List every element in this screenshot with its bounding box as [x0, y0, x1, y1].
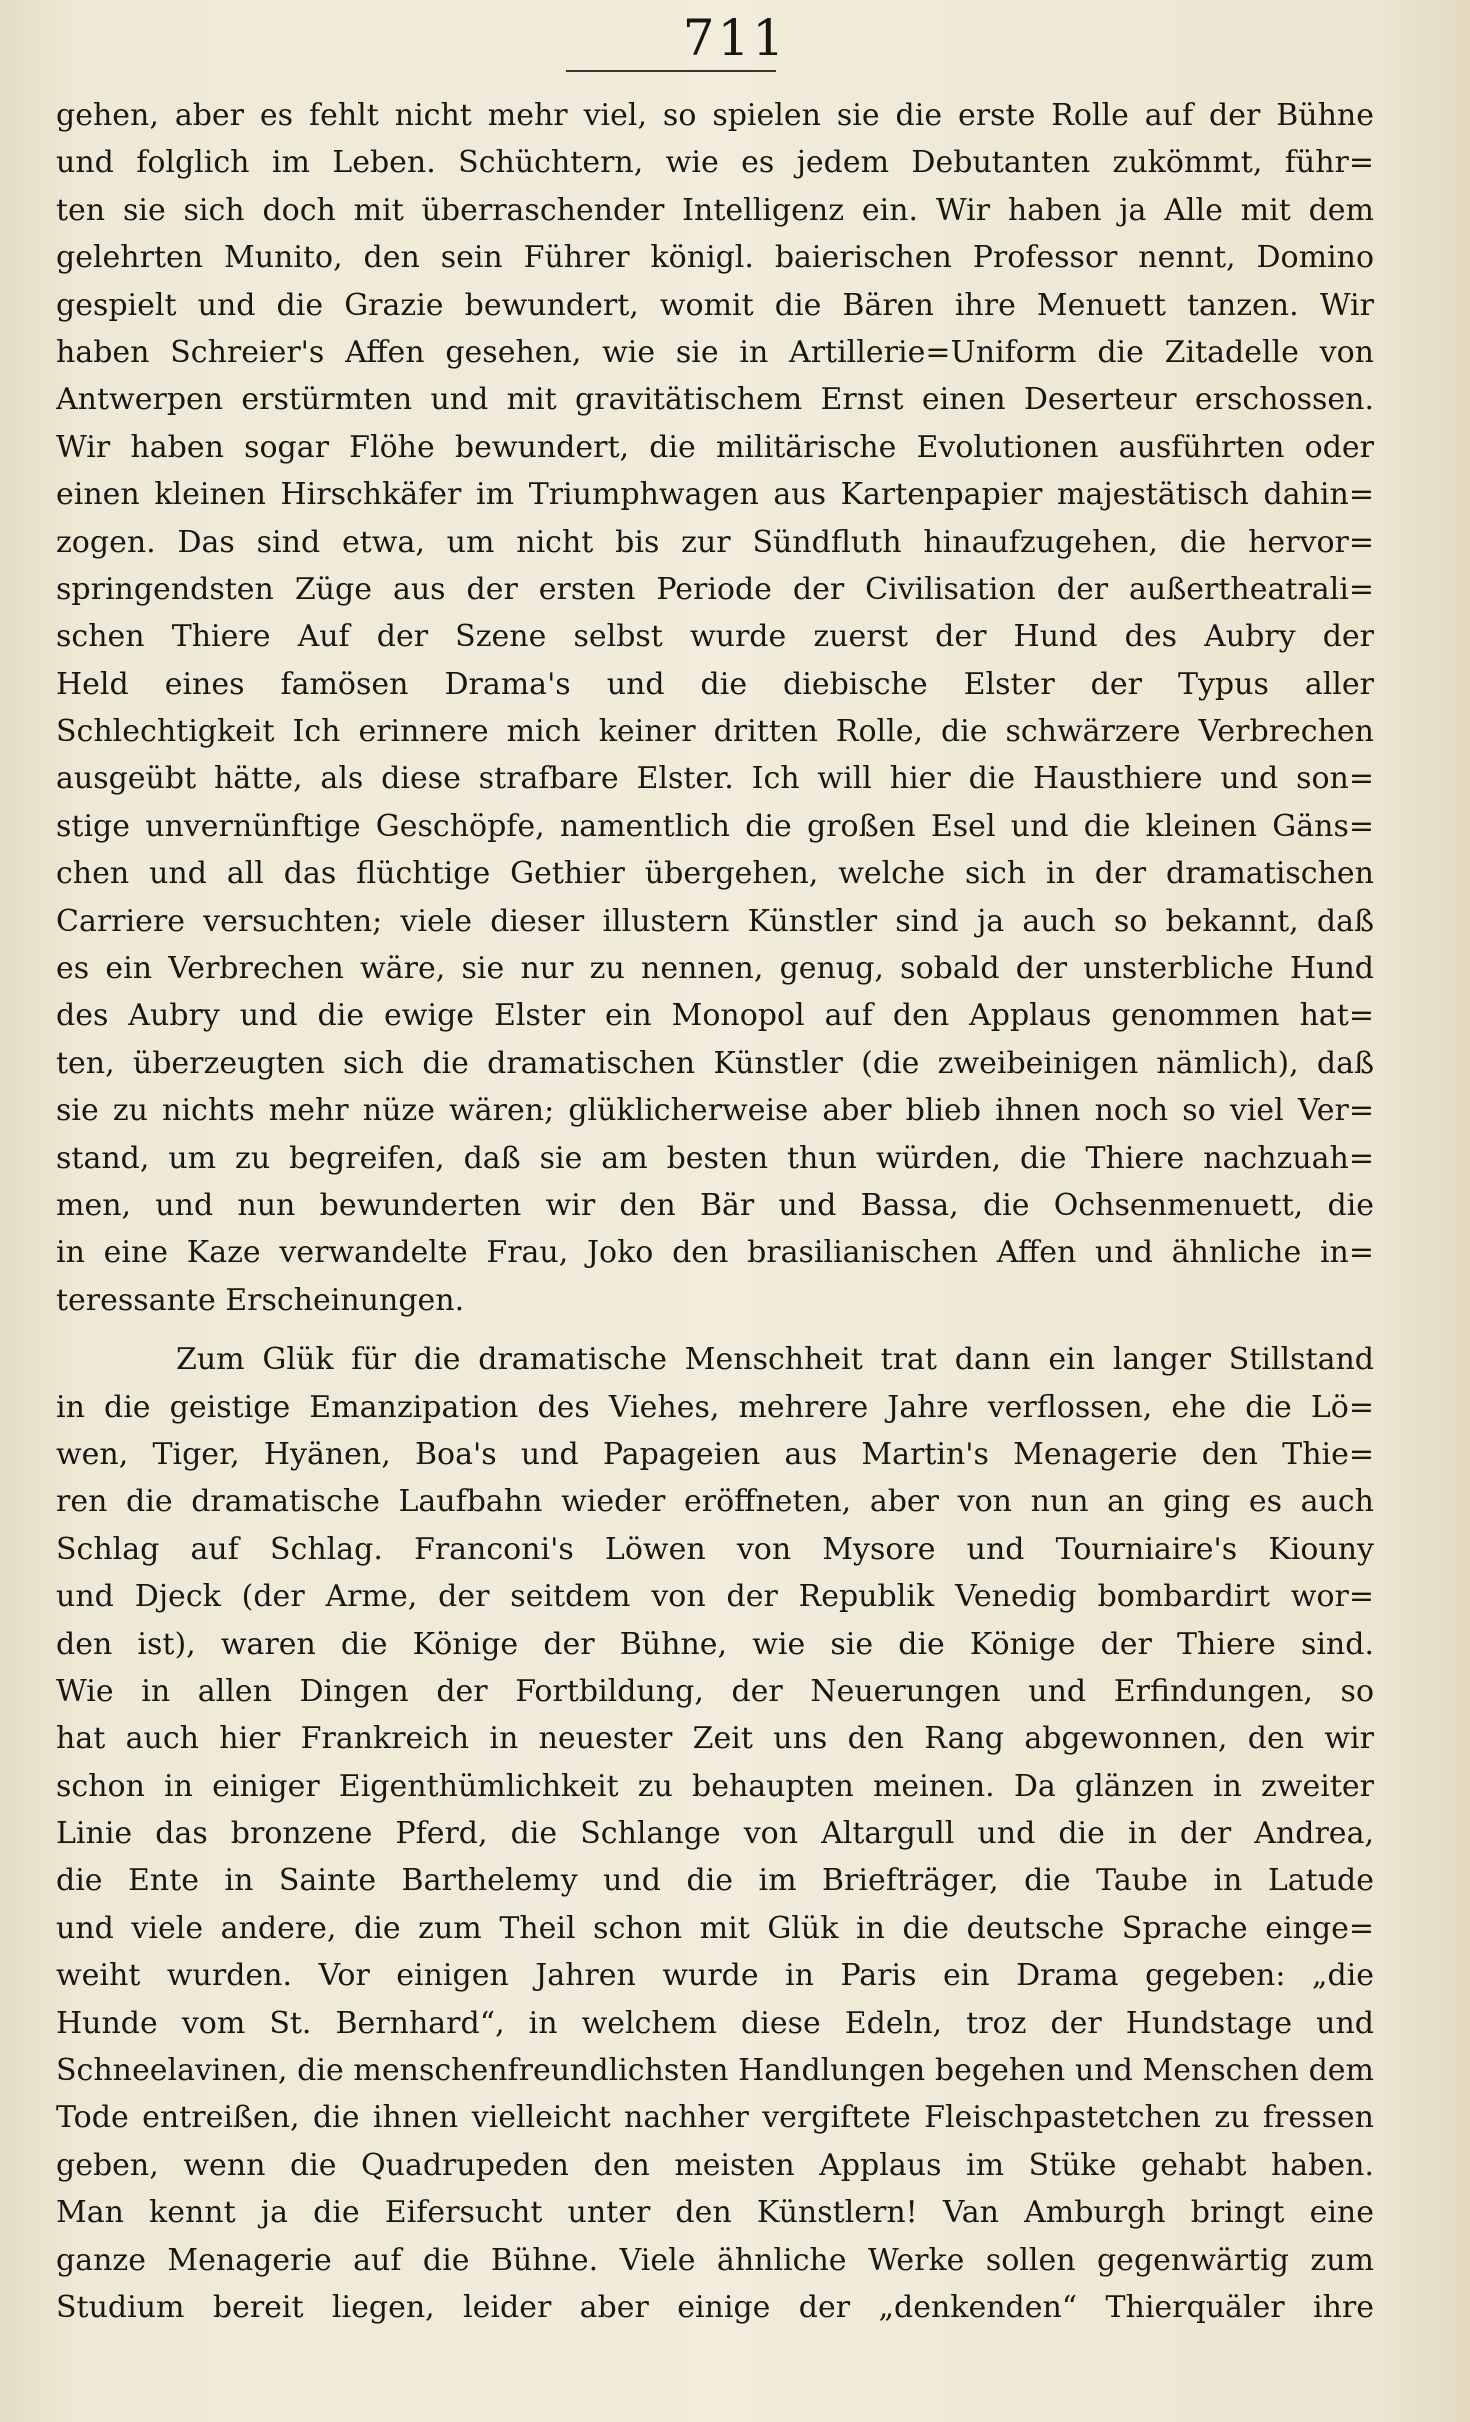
text-line: ren die dramatische Laufbahn wieder eröffneten, aber von nun an ging es auch — [56, 1484, 1374, 1520]
text-line: gelehrten Munito, den sein Führer königl. baierischen Professor nennt, Domino — [56, 240, 1374, 276]
text-line: einen kleinen Hirschkäfer im Triumphwagen aus Kartenpapier majestätisch dahin= — [56, 477, 1374, 513]
text-line: zogen. Das sind etwa, um nicht bis zur Sündfluth hinaufzugehen, die hervor= — [56, 524, 1374, 560]
body-text — [56, 92, 1374, 2331]
text-line: ausgeübt hätte, als diese strafbare Elster. Ich will hier die Hausthiere und son= — [56, 761, 1374, 797]
text-line: gehen, aber es fehlt nicht mehr viel, so spielen sie die erste Rolle auf der Bühne — [56, 98, 1374, 133]
text-line: stand, um zu begreifen, daß sie am besten thun würden, die Thiere nachzuah= — [56, 1140, 1374, 1176]
text-line: schen Thiere Auf der Szene selbst wurde zuerst der Hund des Aubry der — [56, 619, 1374, 655]
text-line: Held eines famösen Drama's und die diebische Elster der Typus aller — [56, 666, 1374, 702]
text-line: springendsten Züge aus der ersten Periode der Civilisation der außertheatrali= — [56, 571, 1374, 607]
text-line: teressante Erscheinungen. — [56, 1282, 465, 1318]
text-line: in eine Kaze verwandelte Frau, Joko den brasilianischen Affen und ähnliche in= — [56, 1235, 1374, 1271]
text-line: geben, wenn die Quadrupeden den meisten Applaus im Stüke gehabt haben. — [56, 2147, 1374, 2183]
text-line: es ein Verbrechen wäre, sie nur zu nennen, genug, sobald der unsterbliche Hund — [56, 951, 1374, 987]
text-line: Zum Glük für die dramatische Menschheit trat dann ein langer Stillstand — [176, 1342, 1374, 1378]
text-line: Wir haben sogar Flöhe bewundert, die militärische Evolutionen ausführten oder — [56, 429, 1374, 465]
text-line: chen und all das flüchtige Gethier übergehen, welche sich in der dramatischen — [56, 856, 1374, 892]
text-line: Studium bereit liegen, leider aber einige der „denkenden“ Thierquäler ihre — [56, 2289, 1374, 2325]
header-rule — [566, 70, 776, 72]
text-line: Antwerpen erstürmten und mit gravitätischem Ernst einen Deserteur erschossen. — [56, 382, 1374, 418]
page-number: 711 — [682, 9, 788, 67]
text-line: ten, überzeugten sich die dramatischen Künstler (die zweibeinigen nämlich), daß — [56, 1045, 1374, 1081]
text-line: schon in einiger Eigenthümlichkeit zu behaupten meinen. Da glänzen in zweiter — [56, 1768, 1374, 1804]
text-line: Carriere versuchten; viele dieser illustern Künstler sind ja auch so bekannt, daß — [56, 903, 1374, 939]
text-line: wen, Tiger, Hyänen, Boa's und Papageien aus Martin's Menagerie den Thie= — [56, 1436, 1374, 1472]
text-line: weiht wurden. Vor einigen Jahren wurde in Paris ein Drama gegeben: „die — [56, 1958, 1374, 1994]
paragraph — [56, 92, 1374, 1324]
text-line: gespielt und die Grazie bewundert, womit die Bären ihre Menuett tanzen. Wir — [56, 287, 1374, 323]
text-line: Tode entreißen, die ihnen vielleicht nachher vergiftete Fleischpastetchen zu fressen — [56, 2100, 1374, 2136]
text-line: und viele andere, die zum Theil schon mit Glük in die deutsche Sprache einge= — [56, 1910, 1374, 1946]
text-line: und Djeck (der Arme, der seitdem von der Republik Venedig bombardirt wor= — [56, 1579, 1374, 1615]
text-line: Man kennt ja die Eifersucht unter den Künstlern! Van Amburgh bringt eine — [56, 2195, 1374, 2231]
text-line: ganze Menagerie auf die Bühne. Viele ähnliche Werke sollen gegenwärtig zum — [56, 2242, 1374, 2278]
paragraph-gap — [56, 1324, 1374, 1336]
text-line: men, und nun bewunderten wir den Bär und Bassa, die Ochsenmenuett, die — [56, 1187, 1374, 1223]
text-line: Linie das bronzene Pferd, die Schlange von Altargull und die in der Andrea, — [56, 1816, 1374, 1852]
text-line: in die geistige Emanzipation des Viehes, mehrere Jahre verflossen, ehe die Lö= — [56, 1389, 1374, 1425]
text-line: den ist), waren die Könige der Bühne, wie sie die Könige der Thiere sind. — [56, 1626, 1374, 1662]
text-line: und folglich im Leben. Schüchtern, wie es jedem Debutanten zukömmt, führ= — [56, 145, 1374, 181]
text-line: Schneelavinen, die menschenfreundlichsten Handlungen begehen und Menschen dem — [56, 2053, 1374, 2089]
text-line: die Ente in Sainte Barthelemy und die im Briefträger, die Taube in Latude — [56, 1863, 1374, 1899]
text-line: Wie in allen Dingen der Fortbildung, der Neuerungen und Erfindungen, so — [56, 1673, 1374, 1709]
text-line: ten sie sich doch mit überraschender Intelligenz ein. Wir haben ja Alle mit dem — [56, 192, 1374, 228]
paragraph — [56, 1336, 1374, 2331]
text-line: haben Schreier's Affen gesehen, wie sie in Artillerie=Uniform die Zitadelle von — [56, 334, 1374, 370]
text-line: des Aubry und die ewige Elster ein Monopol auf den Applaus genommen hat= — [56, 998, 1374, 1034]
text-line: Hunde vom St. Bernhard“, in welchem diese Edeln, troz der Hundstage und — [56, 2005, 1374, 2041]
text-line: Schlag auf Schlag. Franconi's Löwen von Mysore und Tourniaire's Kiouny — [56, 1531, 1374, 1567]
text-line: sie zu nichts mehr nüze wären; glüklicherweise aber blieb ihnen noch so viel Ver= — [56, 1093, 1374, 1129]
text-line: Schlechtigkeit Ich erinnere mich keiner dritten Rolle, die schwärzere Verbrechen — [56, 714, 1374, 750]
text-line: hat auch hier Frankreich in neuester Zeit uns den Rang abgewonnen, den wir — [56, 1721, 1374, 1757]
text-line: stige unvernünftige Geschöpfe, namentlich die großen Esel und die kleinen Gäns= — [56, 808, 1374, 844]
